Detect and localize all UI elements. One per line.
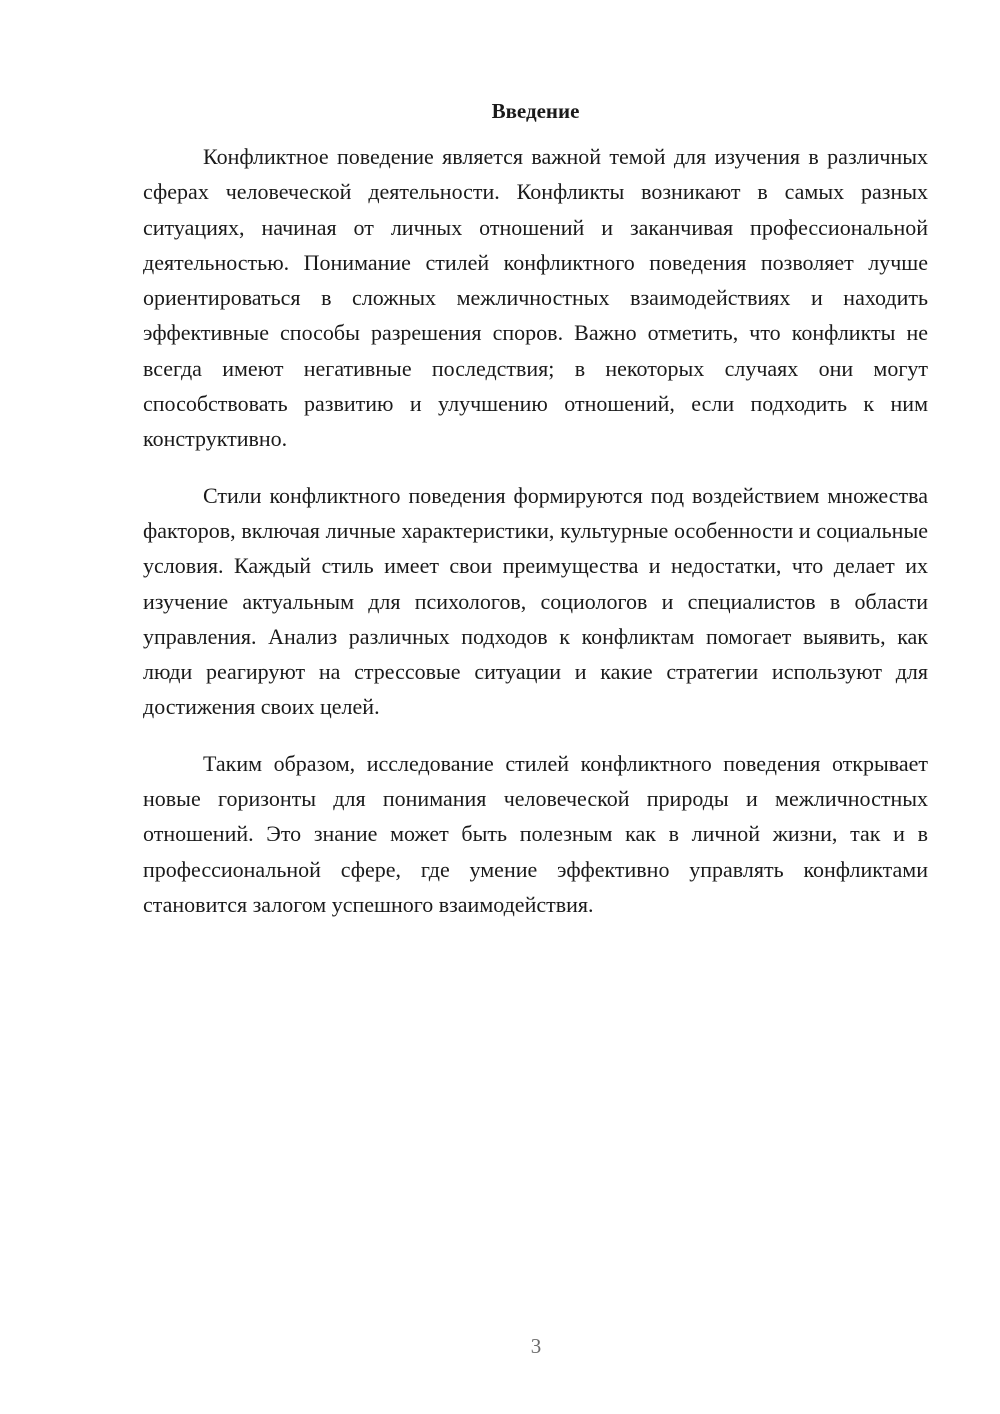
paragraph-3: Таким образом, исследование стилей конфликтного поведения открывает новые горизонты для понимания человеческой природы и межличностных отношений. Это знание может быть полезным как в личной жизни, так и в профессиональной сфере, где умение эффективно управлять конфликтами становится залогом успешного взаимодействия. bbox=[143, 750, 928, 917]
paragraph-2: Стили конфликтного поведения формируются под воздействием множества факторов, включая личные характеристики, культурные особенности и социальные условия. Каждый стиль имеет свои преимущества и недостатки, что делает их изучение актуальным для психологов, социологов и специалистов в области управления. Анализ различных подходов к конфликтам помогает выявить, как люди реагируют на стрессовые ситуации и какие стратегии используют для достижения своих целей. bbox=[143, 482, 928, 720]
paragraph-1: Конфликтное поведение является важной темой для изучения в различных сферах человеческой деятельности. Конфликты возникают в самых разных ситуациях, начиная от личных отношений и заканчивая профессиональной деятельностью. Понимание стилей конфликтного поведения позволяет лучше ориентироваться в сложных межличностных взаимодействиях и находить эффективные способы разрешения споров. Важно отметить, что конфликты не всегда имеют негативные последствия; в некоторых случаях они могут способствовать развитию и улучшению отношений, если подходить к ним конструктивно. bbox=[143, 144, 928, 452]
page-number: 3 bbox=[530, 1334, 542, 1358]
page-body bbox=[143, 96, 928, 943]
section-title: Введение bbox=[491, 99, 580, 123]
